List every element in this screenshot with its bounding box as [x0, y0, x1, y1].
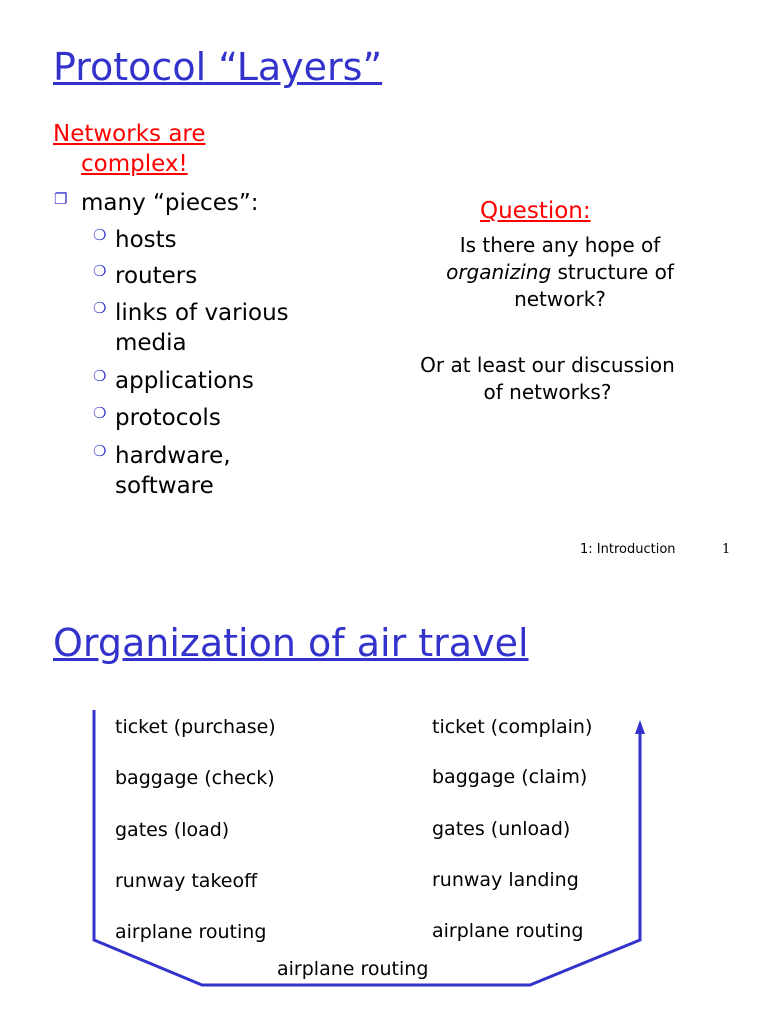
right-layer-runway: runway landing — [432, 869, 579, 891]
circle-bullet-icon: ❍ — [93, 299, 107, 317]
sub-item-label: links of various — [115, 300, 289, 326]
left-layer-baggage: baggage (check) — [115, 767, 275, 789]
question2-line1: Or at least our discussion — [420, 353, 675, 377]
slide-title: Protocol “Layers” — [53, 45, 383, 89]
left-layer-runway: runway takeoff — [115, 870, 258, 892]
bullet-main-text: many “pieces”: — [81, 190, 259, 216]
sub-item-label: hardware, — [115, 443, 231, 469]
bottom-routing-label: airplane routing — [277, 958, 429, 980]
question-line2-rest: structure of — [551, 260, 674, 284]
right-layer-routing: airplane routing — [432, 920, 584, 942]
left-layer-ticket: ticket (purchase) — [115, 716, 276, 738]
circle-bullet-icon: ❍ — [93, 442, 107, 460]
footer-label: 1: Introduction — [580, 542, 676, 557]
networks-complex-heading-line2: complex! — [81, 151, 188, 177]
sub-item-label-cont: software — [115, 472, 214, 499]
circle-bullet-icon: ❍ — [93, 367, 107, 385]
right-layer-baggage: baggage (claim) — [432, 766, 588, 788]
sub-item-label: protocols — [115, 405, 221, 431]
circle-bullet-icon: ❍ — [93, 404, 107, 422]
sub-item-label-cont: media — [115, 329, 187, 356]
question-label: Question: — [480, 198, 591, 224]
right-layer-ticket: ticket (complain) — [432, 716, 593, 738]
sub-item-label: hosts — [115, 227, 177, 253]
question-line3: network? — [514, 287, 606, 311]
left-layer-gates: gates (load) — [115, 819, 230, 841]
slide-title-air-travel: Organization of air travel — [53, 621, 529, 665]
square-bullet-icon: ❐ — [54, 190, 68, 208]
question-italic-word: organizing — [446, 260, 552, 284]
left-layer-routing: airplane routing — [115, 921, 267, 943]
right-layer-gates: gates (unload) — [432, 818, 571, 840]
circle-bullet-icon: ❍ — [93, 262, 107, 280]
networks-complex-heading-line1: Networks are — [53, 121, 206, 147]
question-line1: Is there any hope of — [459, 233, 661, 257]
sub-item-label: routers — [115, 263, 198, 289]
question2-line2: of networks? — [483, 380, 612, 404]
sub-item-label: applications — [115, 368, 254, 394]
page-number: 1 — [722, 542, 731, 557]
circle-bullet-icon: ❍ — [93, 226, 107, 244]
